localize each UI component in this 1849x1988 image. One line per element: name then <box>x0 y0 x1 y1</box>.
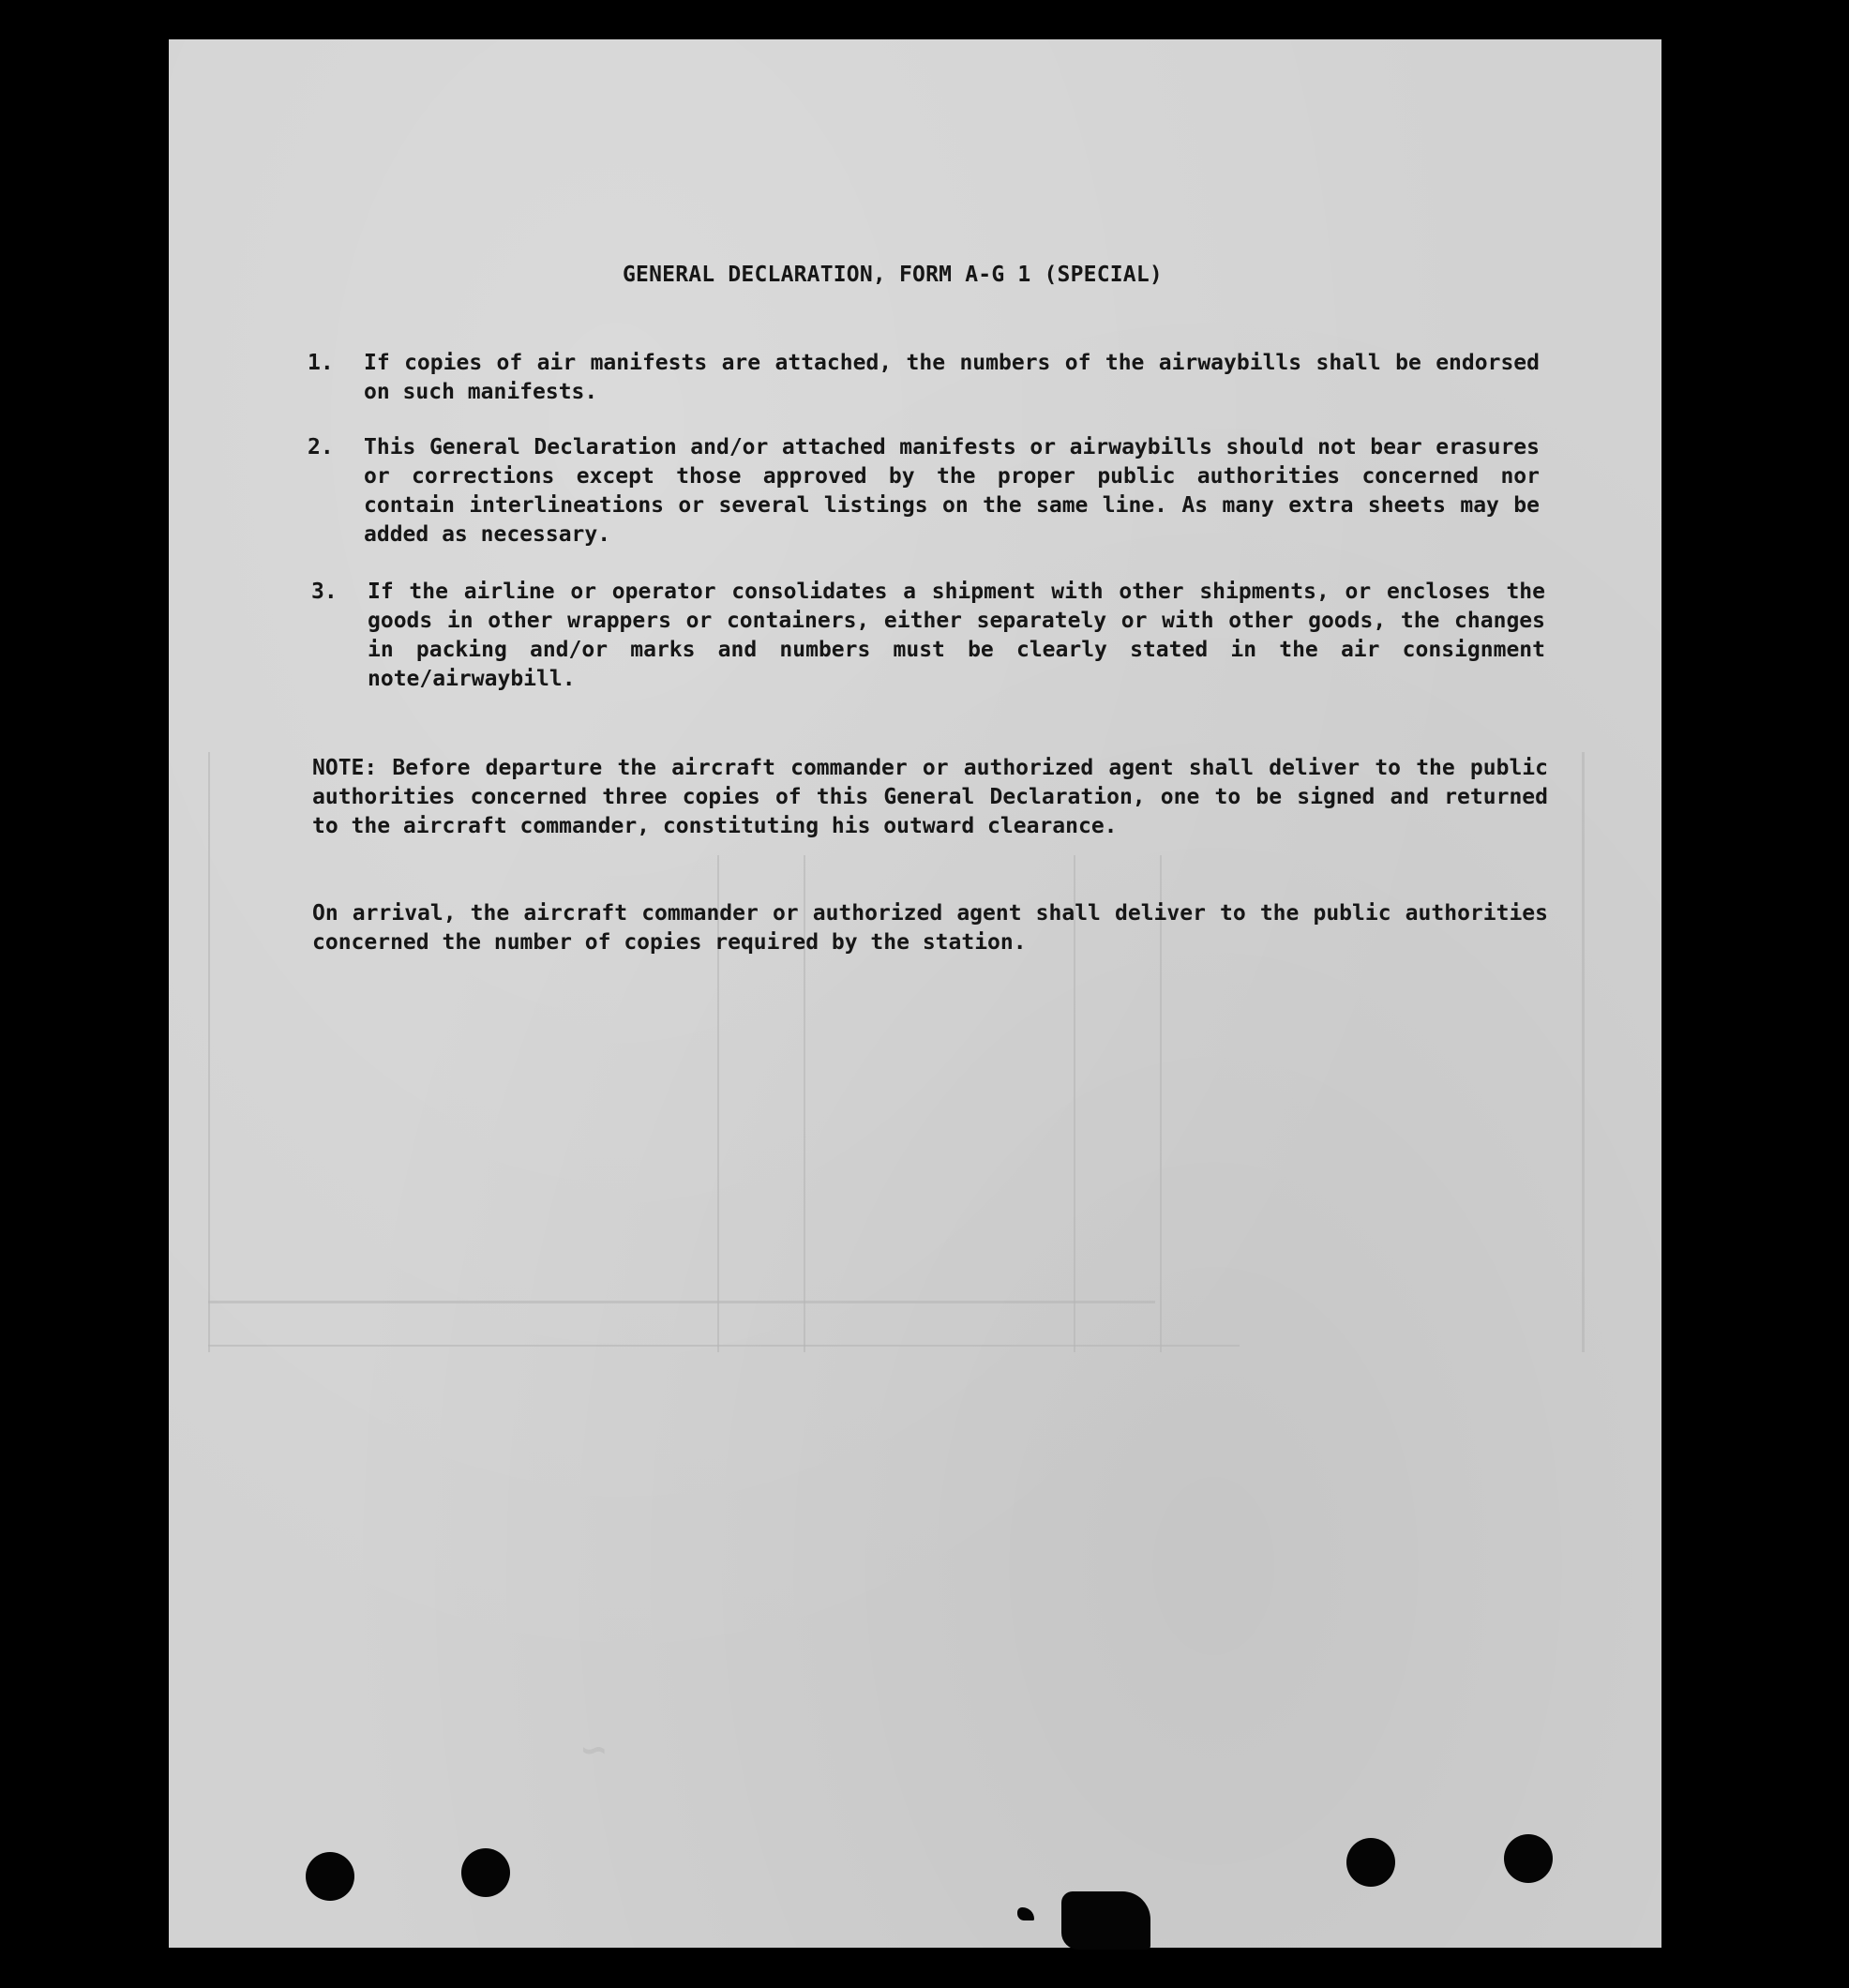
page-title: GENERAL DECLARATION, FORM A-G 1 (SPECIAL) <box>623 263 1163 287</box>
note-paragraph: NOTE: Before departure the aircraft commander or authorized agent shall deliver to the public authorities concerned three copies of this General Declaration, one to be signed and returned to the aircraft commander, constituting his outward clearance. <box>312 756 1548 838</box>
list-item-number: 3. <box>311 580 338 604</box>
list-item <box>308 433 1545 551</box>
torn-edge <box>1061 1891 1150 1950</box>
torn-edge <box>1017 1907 1034 1920</box>
bleed-through-rule <box>1582 752 1585 1352</box>
bleed-through-rule <box>208 1345 1240 1347</box>
bleed-through-rule <box>208 1301 1155 1303</box>
arrival-paragraph: On arrival, the aircraft commander or authorized agent shall deliver to the public authorities concerned the number of copies required by the station. <box>312 901 1548 955</box>
punch-hole <box>306 1852 354 1901</box>
punch-hole <box>461 1848 510 1897</box>
list-item <box>308 349 1545 409</box>
bleed-through-text: ~ <box>581 1727 610 1775</box>
bleed-through-rule <box>208 752 210 1352</box>
list-item-text: This General Declaration and/or attached manifests or airwaybills should not bear erasures or corrections except those approved by the proper public authorities concerned nor contain interlineations or several listings on the same line. As many extra sheets may be added as necessary. <box>364 435 1540 547</box>
list-item <box>311 578 1553 696</box>
list-item-number: 2. <box>308 435 334 459</box>
list-item-text: If copies of air manifests are attached, the numbers of the airwaybills shall be endorsed on such manifests. <box>364 351 1540 404</box>
punch-hole <box>1504 1834 1553 1883</box>
punch-hole <box>1346 1838 1395 1887</box>
list-item-text: If the airline or operator consolidates a shipment with other shipments, or encloses the goods in other wrappers or containers, either separately or with other goods, the changes in packing and/or marks and numbers must be clearly stated in the air consignment note/airwaybill. <box>368 580 1545 691</box>
list-item-number: 1. <box>308 351 334 375</box>
document-page <box>169 39 1661 1948</box>
